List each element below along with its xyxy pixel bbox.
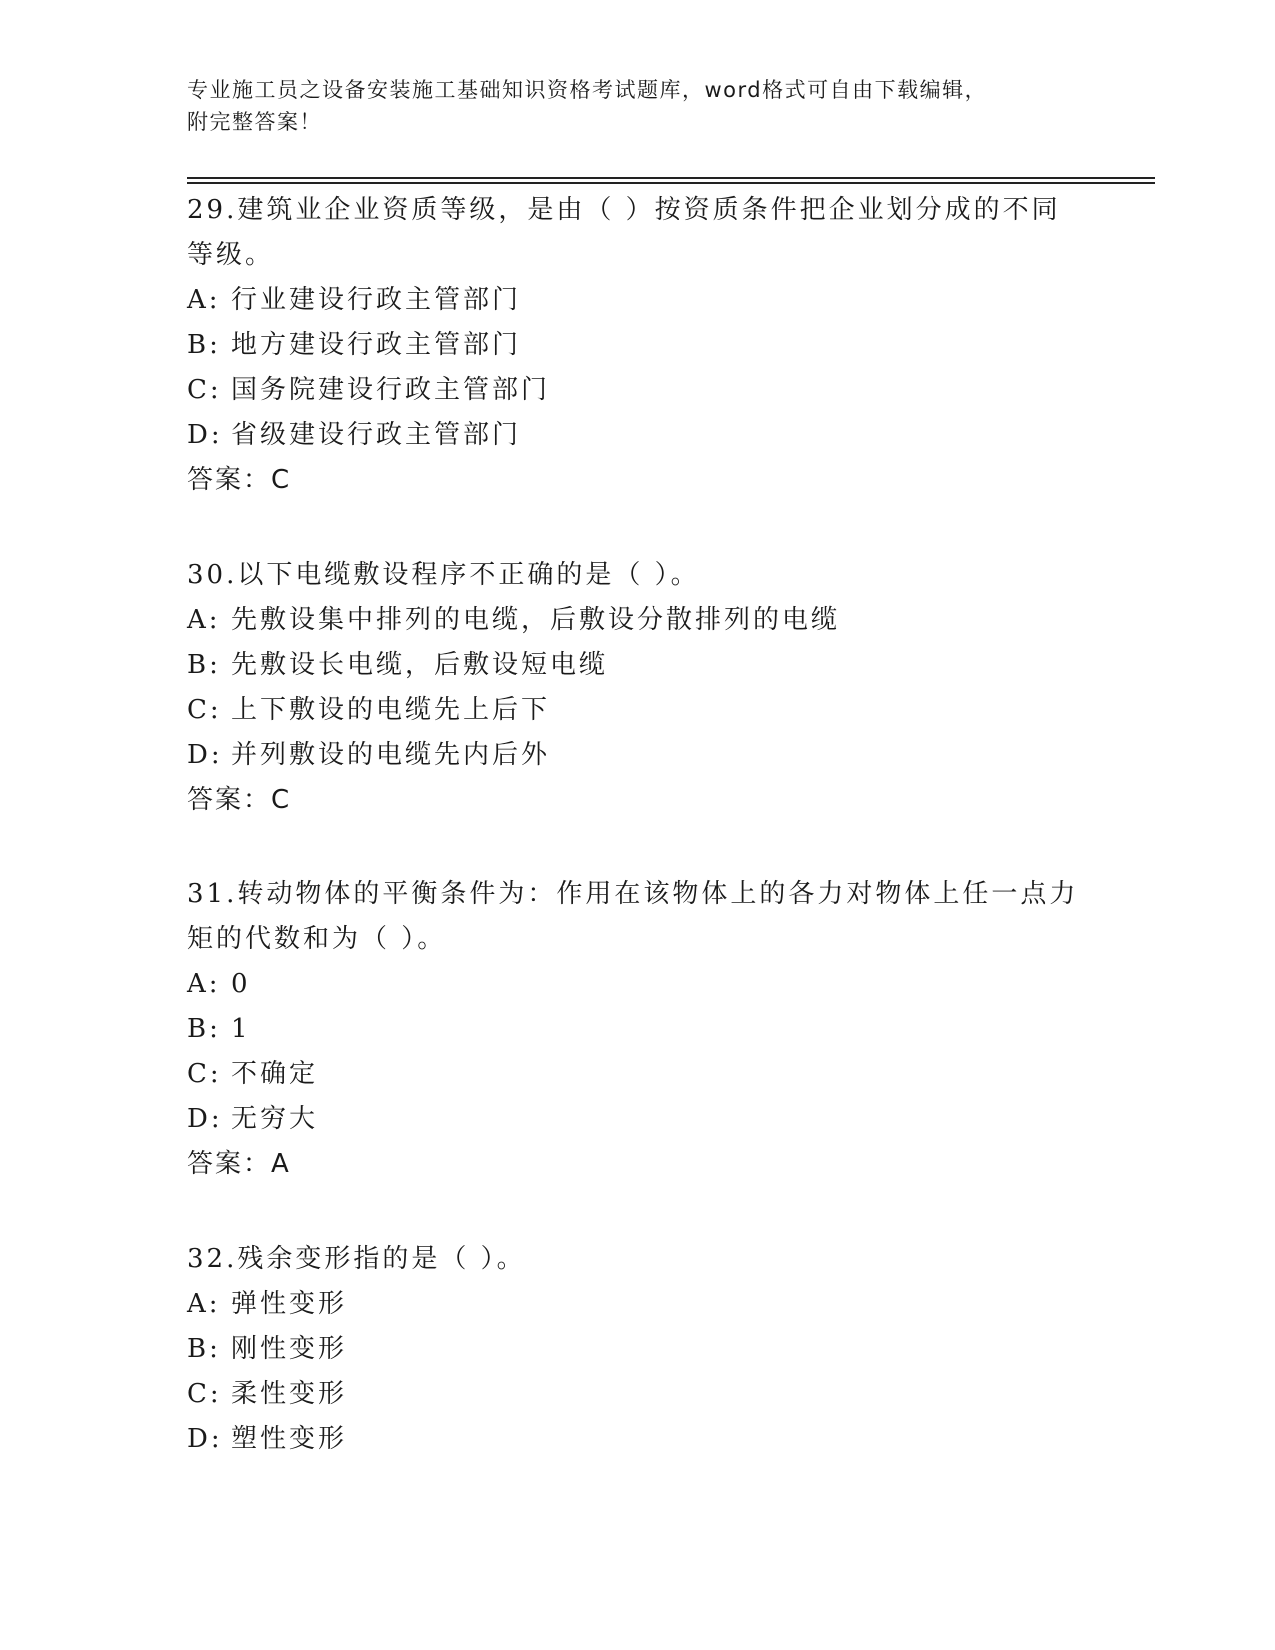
option-text: 行业建设行政主管部门 xyxy=(231,285,522,315)
option-text: 地方建设行政主管部门 xyxy=(231,330,522,360)
option-c xyxy=(187,1372,1087,1417)
question-stem-line-1: 30.以下电缆敷设程序不正确的是（ ）。 xyxy=(187,560,700,590)
option-letter: A: xyxy=(187,605,221,635)
question-stem-line-1: 29.建筑业企业资质等级，是由（ ）按资质条件把企业划分成的不同 xyxy=(187,195,1061,225)
option-letter: A: xyxy=(187,285,221,315)
option-text: 先敷设集中排列的电缆，后敷设分散排列的电缆 xyxy=(231,605,841,635)
option-letter: D: xyxy=(187,420,223,450)
option-text: 省级建设行政主管部门 xyxy=(231,420,522,450)
answer-line: 答案：A xyxy=(187,1149,291,1179)
option-letter: B: xyxy=(187,330,221,360)
question-32 xyxy=(187,1237,1087,1462)
option-text: 上下敷设的电缆先上后下 xyxy=(231,695,551,725)
option-text: 塑性变形 xyxy=(231,1424,348,1454)
option-d xyxy=(187,1097,1087,1142)
option-letter: C: xyxy=(187,1059,222,1089)
question-stem-line-2: 矩的代数和为（ ）。 xyxy=(187,924,447,954)
option-a xyxy=(187,598,1087,643)
option-d xyxy=(187,733,1087,778)
question-stem-line-2: 等级。 xyxy=(187,240,275,270)
option-text: 弹性变形 xyxy=(231,1289,348,1319)
answer-line: 答案：C xyxy=(187,465,292,495)
option-b xyxy=(187,643,1087,688)
option-text: 柔性变形 xyxy=(231,1379,348,1409)
option-letter: D: xyxy=(187,1424,223,1454)
option-a xyxy=(187,278,1087,323)
option-letter: B: xyxy=(187,1334,221,1364)
question-29 xyxy=(187,188,1087,503)
option-letter: B: xyxy=(187,1014,221,1044)
option-text: 1 xyxy=(231,1014,251,1044)
option-letter: A: xyxy=(187,1289,221,1319)
option-text: 刚性变形 xyxy=(231,1334,348,1364)
option-letter: D: xyxy=(187,1104,223,1134)
option-text: 国务院建设行政主管部门 xyxy=(231,375,551,405)
option-c xyxy=(187,368,1087,413)
option-a xyxy=(187,962,1087,1007)
question-stem-line-1: 31.转动物体的平衡条件为：作用在该物体上的各力对物体上任一点力 xyxy=(187,879,1079,909)
option-b xyxy=(187,1007,1087,1052)
option-d xyxy=(187,413,1087,458)
document-header xyxy=(187,74,1067,138)
option-c xyxy=(187,688,1087,733)
option-a xyxy=(187,1282,1087,1327)
header-divider-top xyxy=(187,177,1155,179)
header-divider-bottom xyxy=(187,182,1155,184)
option-text: 不确定 xyxy=(231,1059,319,1089)
question-30 xyxy=(187,553,1087,823)
option-text: 0 xyxy=(231,969,251,999)
option-text: 先敷设长电缆，后敷设短电缆 xyxy=(231,650,609,680)
question-stem-line-1: 32.残余变形指的是（ ）。 xyxy=(187,1244,526,1274)
option-letter: C: xyxy=(187,1379,222,1409)
option-c xyxy=(187,1052,1087,1097)
option-b xyxy=(187,323,1087,368)
option-letter: B: xyxy=(187,650,221,680)
answer-line: 答案：C xyxy=(187,785,292,815)
option-b xyxy=(187,1327,1087,1372)
option-text: 并列敷设的电缆先内后外 xyxy=(231,740,551,770)
option-letter: D: xyxy=(187,740,223,770)
question-31 xyxy=(187,872,1087,1187)
option-d xyxy=(187,1417,1087,1462)
option-letter: C: xyxy=(187,695,222,725)
option-letter: C: xyxy=(187,375,222,405)
header-line-1: 专业施工员之设备安装施工基础知识资格考试题库，word格式可自由下载编辑， xyxy=(187,78,988,102)
header-line-2: 附完整答案！ xyxy=(187,110,322,134)
option-letter: A: xyxy=(187,969,221,999)
option-text: 无穷大 xyxy=(231,1104,319,1134)
